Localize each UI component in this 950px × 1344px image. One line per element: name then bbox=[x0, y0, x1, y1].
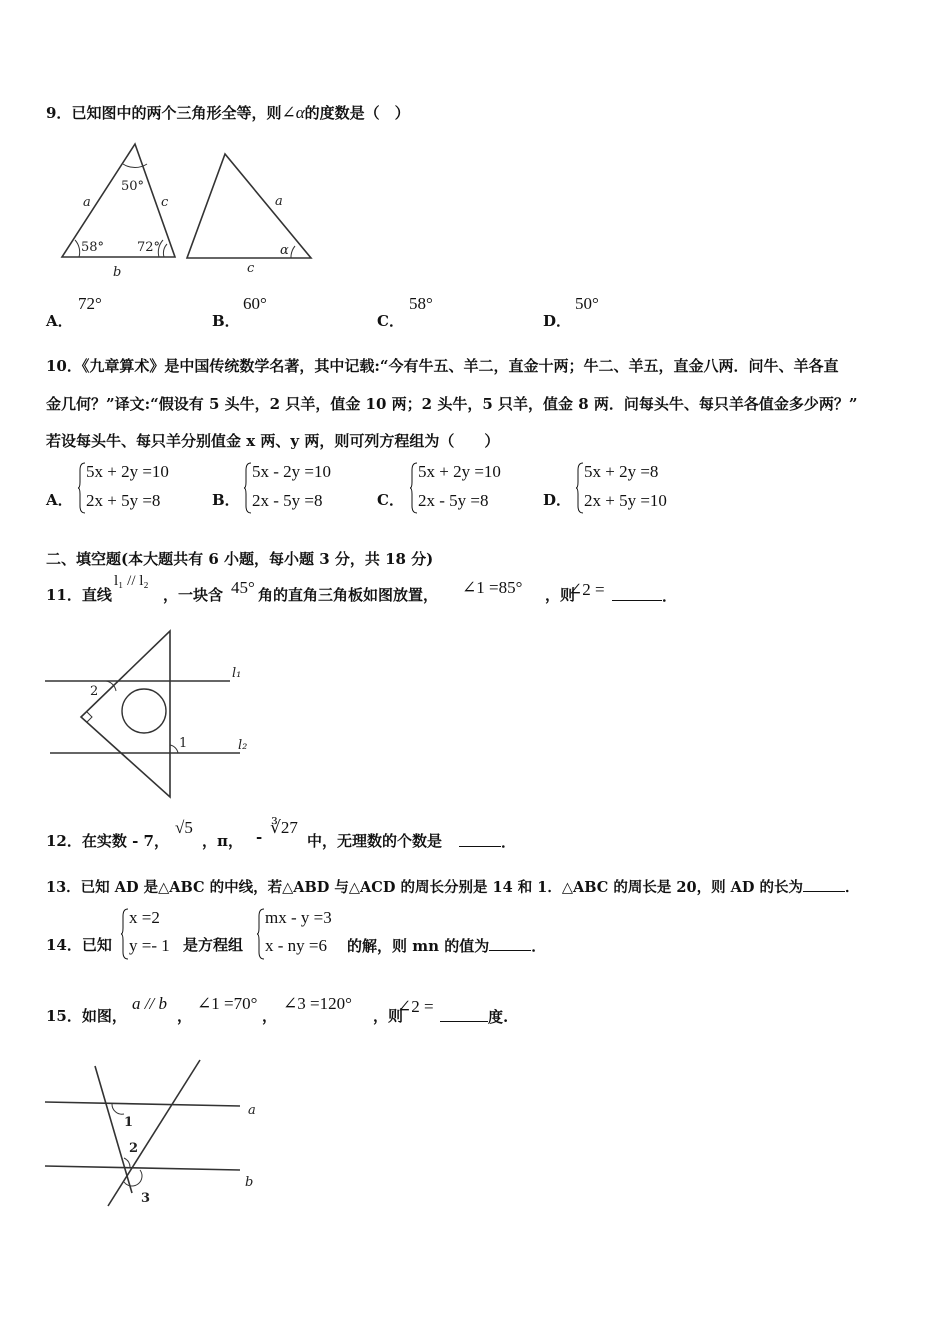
q10-option-c-brace bbox=[410, 462, 418, 514]
q13-end: ． bbox=[845, 879, 860, 896]
q11-fig-label-2: 2 bbox=[90, 684, 99, 699]
q10-option-d[interactable] bbox=[543, 489, 571, 510]
q9-text-before: 已知图中的两个三角形全等，则 bbox=[71, 104, 282, 122]
q12-t2: ，π， bbox=[202, 832, 243, 850]
q14-t4: ． bbox=[531, 937, 547, 955]
q9-option-a[interactable] bbox=[46, 310, 73, 331]
q10-option-c-system bbox=[410, 460, 520, 518]
q13-answer-blank[interactable] bbox=[803, 875, 845, 892]
q9-stem bbox=[46, 102, 410, 123]
q9-left-angle-br: 72° bbox=[137, 240, 161, 255]
q13-text: 13．已知 AD 是△ABC 的中线，若△ABD 与△ACD 的周长分别是 14 和 1．△ABC 的周长是 20，则 AD 的长为 bbox=[46, 879, 804, 896]
q11-stem bbox=[46, 584, 112, 605]
q9-option-c[interactable] bbox=[377, 310, 404, 331]
q15-answer-blank[interactable] bbox=[440, 1005, 508, 1027]
q15-number: 15． bbox=[46, 1007, 82, 1025]
q14-t2: 是方程组 bbox=[183, 936, 244, 954]
q11-fig-label-1: 1 bbox=[179, 736, 188, 751]
q11-angle2: ∠2 = bbox=[568, 580, 605, 599]
q9-left-angle-top: 50° bbox=[121, 179, 145, 194]
q11-fig-line-l1: l₁ bbox=[232, 666, 242, 681]
q10-option-d-system bbox=[576, 460, 686, 518]
q15-comma2: ， bbox=[262, 1007, 278, 1025]
q10-option-d-eq2: 2x + 5y =10 bbox=[584, 491, 667, 510]
q11-t1: 直线 bbox=[81, 586, 112, 604]
q9-option-c-value: 58° bbox=[409, 294, 433, 313]
q15-t3: 度. bbox=[488, 1008, 509, 1026]
q15-angle1: ∠1 =70° bbox=[197, 994, 258, 1013]
q10-option-d-letter: D． bbox=[543, 491, 572, 509]
q14-equation-system bbox=[257, 906, 347, 964]
q10-option-c-letter: C． bbox=[377, 491, 404, 509]
q10-line3: 若设每头牛、每只羊分别值金 x 两、y 两，则可列方程组为（ ） bbox=[46, 432, 500, 450]
q9-figure-right-triangle bbox=[185, 148, 315, 278]
q9-option-a-letter: A． bbox=[46, 312, 73, 330]
q15-figure bbox=[40, 1058, 270, 1218]
q11-number: 11． bbox=[46, 586, 82, 604]
q10-option-a-letter: A． bbox=[46, 491, 73, 509]
q10-option-b-system bbox=[244, 460, 354, 518]
q11-t4: ，则 bbox=[545, 586, 576, 604]
q14-solution-system bbox=[121, 906, 181, 964]
q14-stem-start bbox=[46, 934, 112, 955]
q15-fig-label-1: 1 bbox=[124, 1115, 134, 1130]
q10-option-a[interactable] bbox=[46, 489, 73, 510]
q14-answer-blank[interactable] bbox=[489, 934, 531, 951]
q10-option-b-eq1: 5x - 2y =10 bbox=[252, 462, 331, 481]
section2-title: 二、填空题(本大题共有 6 小题，每小题 3 分，共 18 分) bbox=[46, 550, 434, 568]
q9-text-after: 的度数是（ ） bbox=[304, 104, 410, 122]
q9-option-b-letter: B． bbox=[212, 312, 240, 330]
q14-sol2: y =- 1 bbox=[129, 936, 170, 955]
q13-stem bbox=[46, 875, 860, 897]
q9-left-side-a: a bbox=[83, 195, 91, 210]
q11-t5: ． bbox=[662, 587, 678, 605]
q15-angle3: ∠3 =120° bbox=[283, 994, 352, 1013]
q15-fig-label-b: b bbox=[245, 1175, 254, 1190]
q14-sol1: x =2 bbox=[129, 908, 160, 927]
q9-number: 9． bbox=[46, 104, 72, 122]
q9-figure-left-triangle bbox=[55, 140, 185, 280]
q12-t3: 中，无理数的个数是 bbox=[307, 832, 443, 850]
q9-right-angle-alpha: α bbox=[280, 243, 289, 258]
q10-option-b-eq2: 2x - 5y =8 bbox=[252, 491, 323, 510]
q10-option-c[interactable] bbox=[377, 489, 404, 510]
q11-answer-blank[interactable] bbox=[612, 584, 677, 606]
q11-figure bbox=[40, 625, 270, 805]
q10-option-a-eq2: 2x + 5y =8 bbox=[86, 491, 161, 510]
q14-solution-brace bbox=[121, 908, 129, 960]
q10-option-d-eq1: 5x + 2y =8 bbox=[584, 462, 659, 481]
q12-t4: ． bbox=[501, 833, 517, 851]
q12-number: 12． bbox=[46, 832, 82, 850]
q9-option-a-value: 72° bbox=[78, 294, 102, 313]
q9-option-d-letter: D． bbox=[543, 312, 572, 330]
q14-eq2: x - ny =6 bbox=[265, 936, 327, 955]
q10-option-b-brace bbox=[244, 462, 252, 514]
q14-eq1: mx - y =3 bbox=[265, 908, 332, 927]
q9-option-d-value: 50° bbox=[575, 294, 599, 313]
q10-option-a-brace bbox=[78, 462, 86, 514]
q14-t3: 的解，则 mn 的值为 bbox=[347, 937, 490, 955]
q9-left-angle-bl: 58° bbox=[81, 240, 105, 255]
q10-line1: 10．《九章算术》是中国传统数学名著，其中记载:“今有牛五、羊二，直金十两；牛二、羊五，直金八两．问牛、羊各直 bbox=[46, 357, 839, 375]
q11-t2: ，一块含 bbox=[163, 586, 224, 604]
q15-fig-label-2: 2 bbox=[129, 1141, 139, 1156]
q9-left-side-c: c bbox=[161, 195, 169, 210]
q15-angle2: ∠2 = bbox=[397, 997, 434, 1016]
q12-cbrt: ∛27 bbox=[270, 818, 298, 837]
q11-fig-line-l2: l₂ bbox=[238, 738, 248, 753]
q10-line2: 金几何？”译文:“假设有 5 头牛，2 只羊，值金 10 两；2 头牛，5 只羊，值金 8 两．问每头牛、每只羊各值金多少两？” bbox=[46, 395, 858, 413]
q10-option-b[interactable] bbox=[212, 489, 240, 510]
q11-parallel: l₁ // l₂ bbox=[114, 573, 149, 589]
q10-option-a-eq1: 5x + 2y =10 bbox=[86, 462, 169, 481]
q14-number: 14． bbox=[46, 936, 82, 954]
q11-deg: 45° bbox=[231, 578, 255, 597]
q10-option-c-eq1: 5x + 2y =10 bbox=[418, 462, 501, 481]
q10-option-b-letter: B． bbox=[212, 491, 240, 509]
q9-left-side-b: b bbox=[113, 265, 122, 280]
q9-option-b[interactable] bbox=[212, 310, 240, 331]
q14-equation-brace bbox=[257, 908, 265, 960]
q15-fig-label-3: 3 bbox=[141, 1191, 151, 1206]
q11-t3: 角的直角三角板如图放置， bbox=[258, 586, 439, 604]
q10-option-a-system bbox=[78, 460, 188, 518]
q9-option-b-value: 60° bbox=[243, 294, 267, 313]
q14-t1: 已知 bbox=[81, 936, 112, 954]
q15-parallel: a // b bbox=[132, 994, 167, 1013]
q15-comma1: ， bbox=[177, 1007, 193, 1025]
q10-option-c-eq2: 2x - 5y =8 bbox=[418, 491, 489, 510]
q9-option-d[interactable] bbox=[543, 310, 571, 331]
q9-angle: ∠α bbox=[281, 103, 305, 122]
q12-t1: 在实数 - 7， bbox=[81, 832, 169, 850]
q12-sqrt5: √5 bbox=[175, 818, 193, 837]
q14-stem-end bbox=[347, 934, 546, 956]
q12-stem bbox=[46, 830, 169, 851]
q15-fig-label-a: a bbox=[248, 1103, 256, 1118]
q9-right-side-a: a bbox=[275, 194, 283, 209]
q9-right-side-c: c bbox=[247, 261, 255, 276]
q10-option-d-brace bbox=[576, 462, 584, 514]
q15-stem-start bbox=[46, 1005, 127, 1026]
q15-t2: ，则 bbox=[373, 1007, 404, 1025]
q12-neg: - bbox=[256, 828, 263, 846]
q15-t1: 如图， bbox=[81, 1007, 127, 1025]
q12-answer-blank[interactable] bbox=[459, 830, 516, 852]
q11-angle1: ∠1 =85° bbox=[462, 578, 523, 597]
q9-option-c-letter: C． bbox=[377, 312, 404, 330]
